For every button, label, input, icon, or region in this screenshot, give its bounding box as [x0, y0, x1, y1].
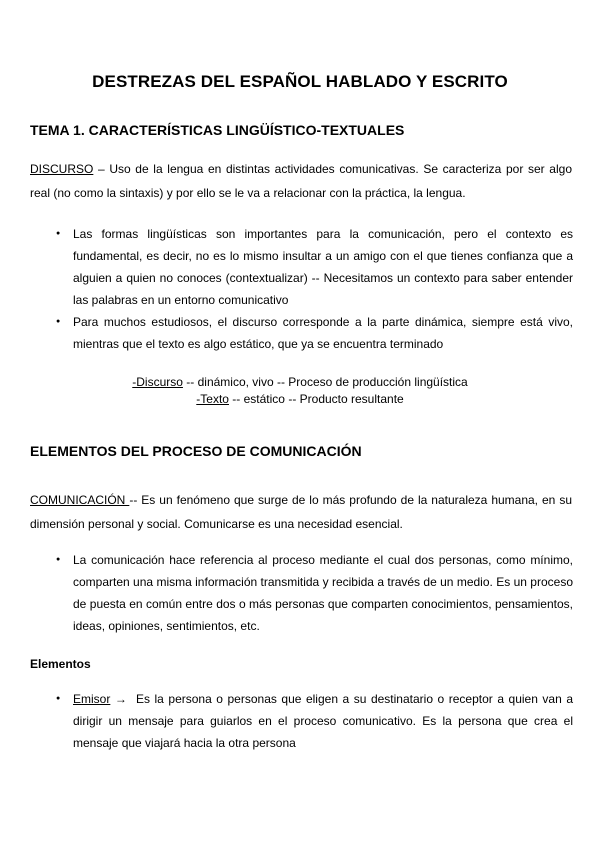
list-item: [73, 688, 573, 754]
section2-intro: [30, 488, 572, 536]
section2-bullet-list: [73, 549, 573, 637]
section2-heading: ELEMENTOS DEL PROCESO DE COMUNICACIÓN: [30, 443, 362, 459]
elements-list: [73, 688, 573, 754]
section1-bullet-list: [73, 223, 573, 355]
right-arrow-icon: →: [114, 692, 127, 706]
discurso-definition: – Uso de la lengua en distintas actividades comunicativas. Se caracteriza por ser algo real (no como la sintaxis) y por ello se le va a relacionar con la práctica, la lengua.: [30, 162, 572, 200]
list-item: ● Para muchos estudiosos, el discurso corresponde a la parte dinámica, siempre está vivo, mientras que el texto es algo estático, que ya se encuentra terminado: [73, 311, 573, 355]
document-title: DESTREZAS DEL ESPAÑOL HABLADO Y ESCRITO: [92, 72, 508, 91]
section1-intro: [30, 157, 572, 205]
comunicacion-definition: -- Es un fenómeno que surge de lo más profundo de la naturaleza humana, en su dimensión personal y social. Comunicarse es una necesidad esencial.: [30, 493, 572, 531]
discurso-label: DISCURSO: [30, 162, 94, 176]
list-item: ● La comunicación hace referencia al proceso mediante el cual dos personas, como mínimo, comparten una misma información transmitida y recibida a través de un medio. Es un proceso de puesta en común entre dos o más personas que comparten conocimientos, pensamientos, ideas, opiniones, sentimientos, etc.: [73, 549, 573, 637]
element-definition: Es la persona o personas que eligen a su destinatario o receptor a quien van a dirigir un mensaje para guiarlos en el proceso comunicativo. Es la persona que crea el mensaje que viajará hacia la otra persona: [73, 692, 573, 750]
comunicacion-label: COMUNICACIÓN: [30, 493, 130, 507]
contrast-text: -- dinámico, vivo -- Proceso de producción lingüística: [182, 375, 468, 389]
elementos-subheading: Elementos: [30, 657, 91, 671]
section1-heading: TEMA 1. CARACTERÍSTICAS LINGÜÍSTICO-TEXTUALES: [30, 122, 405, 138]
list-item: ● Las formas lingüísticas son importantes para la comunicación, pero el contexto es fundamental, es decir, no es lo mismo insultar a un amigo con el que tienes confianza que a alguien a quien no conoces (contextualizar) -- Necesitamos un contexto para saber entender las palabras en un entorno comunicativo: [73, 223, 573, 311]
contrast-line-texto: [0, 391, 600, 408]
element-term: Emisor: [73, 692, 111, 706]
contrast-text: -- estático -- Producto resultante: [228, 392, 404, 406]
contrast-term: -Texto: [196, 392, 229, 406]
contrast-term: -Discurso: [132, 375, 183, 389]
contrast-line-discurso: [0, 374, 600, 391]
